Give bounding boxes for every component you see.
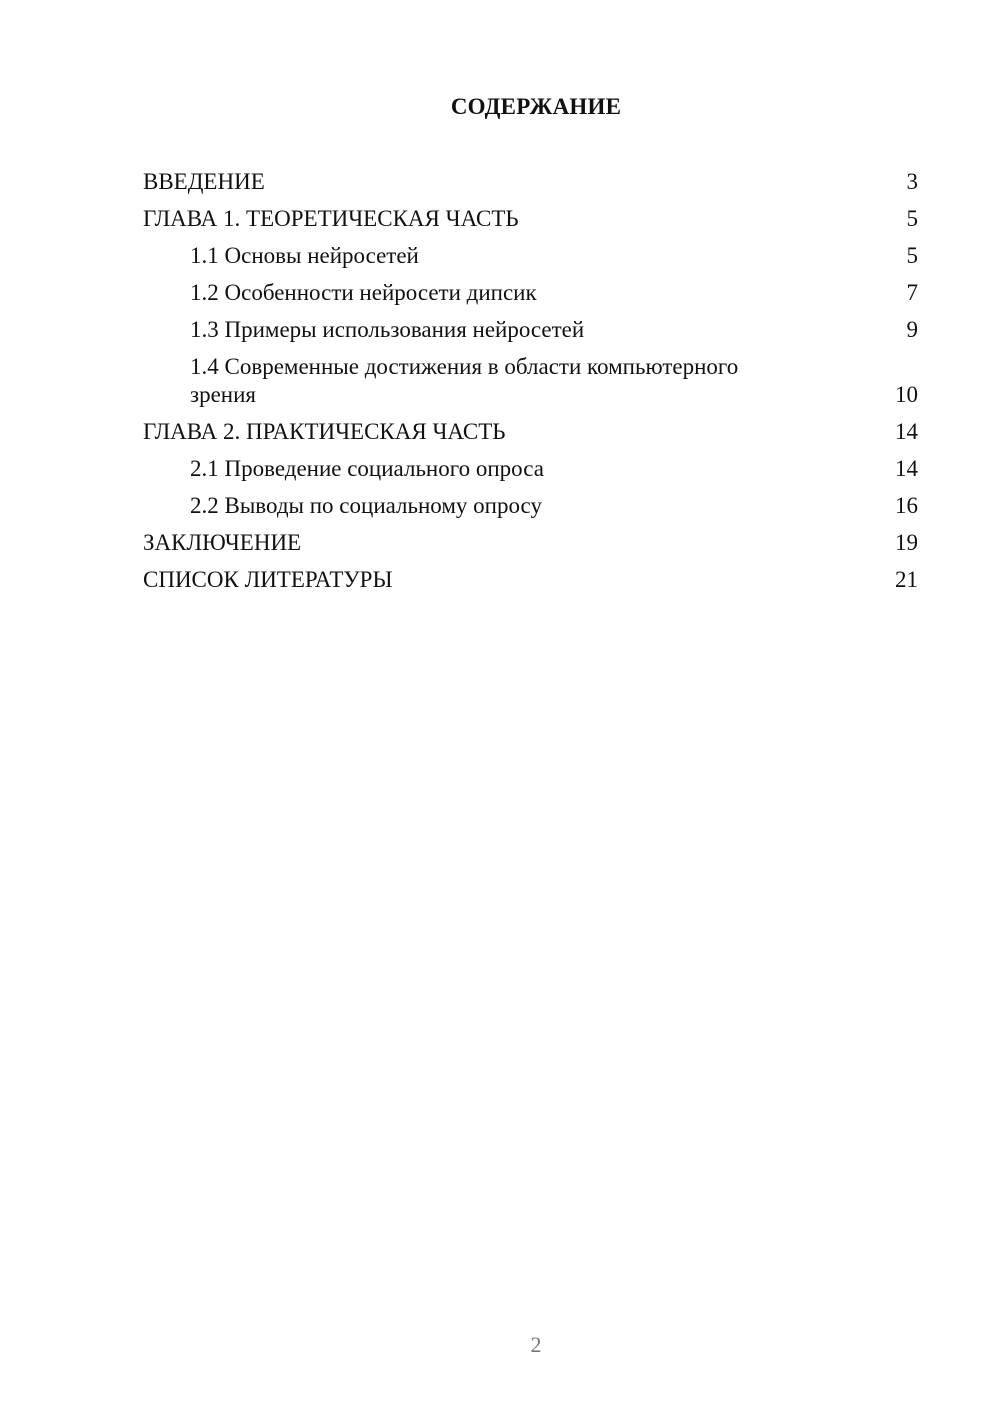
toc-entry-introduction [143,168,918,196]
toc-entry-page: 9 [906,317,918,342]
toc-entry-page: 5 [906,243,918,268]
toc-entry-page: 16 [895,493,918,518]
toc-entry-page: 19 [895,530,918,555]
toc-entry-label: 1.2 Особенности нейросети дипсик [190,280,537,305]
page-number: 2 [530,1332,542,1357]
toc-entry-chapter-2 [143,418,918,446]
toc-entry-page: 3 [906,169,918,194]
toc-entry-page: 7 [906,280,918,305]
toc-entry-label: ВВЕДЕНИЕ [143,169,265,194]
toc-entry-label: ЗАКЛЮЧЕНИЕ [143,530,302,555]
toc-entry-bibliography [143,566,918,594]
toc-entry-label: 1.3 Примеры использования нейросетей [190,317,585,342]
toc-entry-section-1-4 [143,353,918,409]
toc-entry-page: 14 [895,419,918,444]
toc-entry-chapter-1 [143,205,918,233]
table-of-contents [143,168,918,603]
toc-entry-label: ГЛАВА 2. ПРАКТИЧЕСКАЯ ЧАСТЬ [143,419,506,444]
toc-entry-page: 5 [906,206,918,231]
toc-entry-page: 21 [895,567,918,592]
toc-entry-label: 2.1 Проведение социального опроса [190,456,544,481]
toc-entry-section-1-2 [143,279,918,307]
toc-entry-page: 10 [895,382,918,407]
toc-entry-label: ГЛАВА 1. ТЕОРЕТИЧЕСКАЯ ЧАСТЬ [143,206,519,231]
toc-title: СОДЕРЖАНИЕ [450,94,622,119]
toc-entry-label: СПИСОК ЛИТЕРАТУРЫ [143,567,393,592]
toc-entry-section-2-2 [143,492,918,520]
toc-entry-label: 1.4 Современные достижения в области компьютерного зрения [190,354,739,407]
toc-entry-page: 14 [895,456,918,481]
toc-entry-section-1-1 [143,242,918,270]
toc-entry-section-1-3 [143,316,918,344]
toc-entry-conclusion [143,529,918,557]
toc-entry-label: 2.2 Выводы по социальному опросу [190,493,542,518]
toc-entry-label: 1.1 Основы нейросетей [190,243,419,268]
toc-entry-section-2-1 [143,455,918,483]
